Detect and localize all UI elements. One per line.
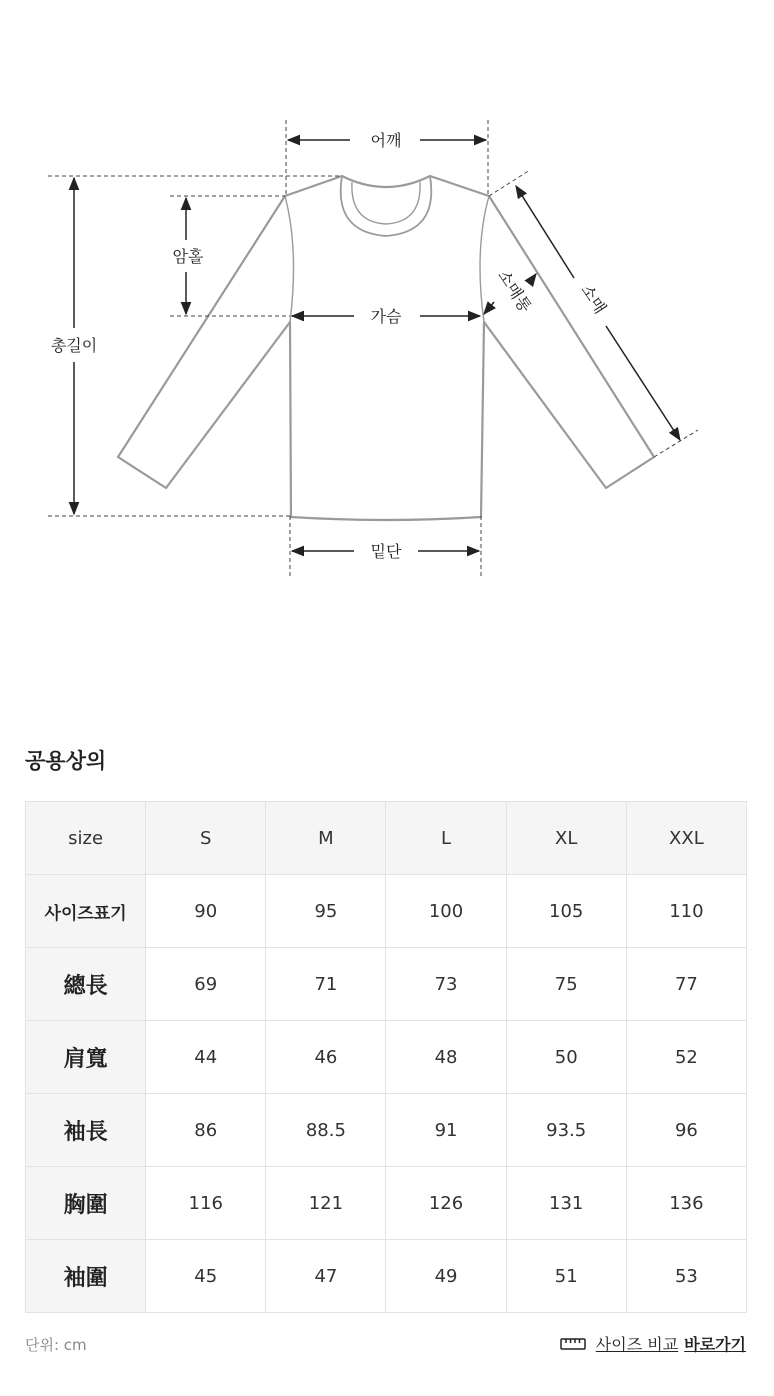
- table-row: [26, 1240, 747, 1313]
- ruler-icon: [560, 1337, 586, 1351]
- table-cell: 88.5: [266, 1094, 386, 1167]
- measure-arrows: [74, 140, 680, 551]
- table-cell: 73: [386, 948, 506, 1021]
- table-cell: 90: [146, 875, 266, 948]
- table-row: [26, 1167, 747, 1240]
- table-cell: 100: [386, 875, 506, 948]
- label-shoulder: 어깨: [370, 131, 402, 150]
- section-title: 공용상의: [25, 749, 107, 773]
- row-label: 胸圍: [26, 1167, 146, 1240]
- table-cell: 50: [506, 1021, 626, 1094]
- table-cell: 53: [626, 1240, 746, 1313]
- table-row: [26, 1021, 747, 1094]
- compare-prefix: 사이즈 비교: [595, 1335, 679, 1354]
- table-cell: 71: [266, 948, 386, 1021]
- guide-lines: [48, 120, 698, 578]
- size-header-m: M: [266, 802, 386, 875]
- size-header-s: S: [146, 802, 266, 875]
- table-cell: 44: [146, 1021, 266, 1094]
- table-cell: 86: [146, 1094, 266, 1167]
- size-header-l: L: [386, 802, 506, 875]
- size-compare-link[interactable]: [560, 1332, 746, 1355]
- table-cell: 46: [266, 1021, 386, 1094]
- table-cell: 51: [506, 1240, 626, 1313]
- table-cell: 116: [146, 1167, 266, 1240]
- row-label: 사이즈표기: [26, 875, 146, 948]
- table-cell: 52: [626, 1021, 746, 1094]
- table-cell: 93.5: [506, 1094, 626, 1167]
- table-cell: 95: [266, 875, 386, 948]
- table-cell: 121: [266, 1167, 386, 1240]
- label-sleeve: 소매: [577, 280, 611, 318]
- table-row: [26, 1094, 747, 1167]
- table-row: [26, 948, 747, 1021]
- table-cell: 136: [626, 1167, 746, 1240]
- tshirt-outline: [118, 176, 654, 520]
- label-chest: 가슴: [370, 307, 402, 326]
- table-cell: 47: [266, 1240, 386, 1313]
- row-label: 肩寬: [26, 1021, 146, 1094]
- table-cell: 48: [386, 1021, 506, 1094]
- table-cell: 45: [146, 1240, 266, 1313]
- unit-note: 단위: cm: [25, 1336, 87, 1354]
- table-cell: 131: [506, 1167, 626, 1240]
- table-cell: 69: [146, 948, 266, 1021]
- label-total-length: 총길이: [50, 336, 98, 355]
- label-armhole: 암홀: [172, 247, 204, 266]
- table-cell: 110: [626, 875, 746, 948]
- table-row: [26, 875, 747, 948]
- row-label: 袖圍: [26, 1240, 146, 1313]
- row-label: 總長: [26, 948, 146, 1021]
- table-cell: 75: [506, 948, 626, 1021]
- table-cell: 126: [386, 1167, 506, 1240]
- table-header-label: size: [26, 802, 146, 875]
- table-header-row: [26, 802, 747, 875]
- size-table: [25, 801, 747, 1313]
- table-cell: 105: [506, 875, 626, 948]
- compare-action: 바로가기: [684, 1335, 746, 1354]
- table-cell: 96: [626, 1094, 746, 1167]
- table-cell: 77: [626, 948, 746, 1021]
- size-header-xl: XL: [506, 802, 626, 875]
- table-cell: 49: [386, 1240, 506, 1313]
- row-label: 袖長: [26, 1094, 146, 1167]
- label-sleeve-width: 소매통: [494, 266, 536, 316]
- label-hem: 밑단: [370, 542, 402, 561]
- size-diagram: [0, 0, 774, 620]
- size-header-xxl: XXL: [626, 802, 746, 875]
- table-cell: 91: [386, 1094, 506, 1167]
